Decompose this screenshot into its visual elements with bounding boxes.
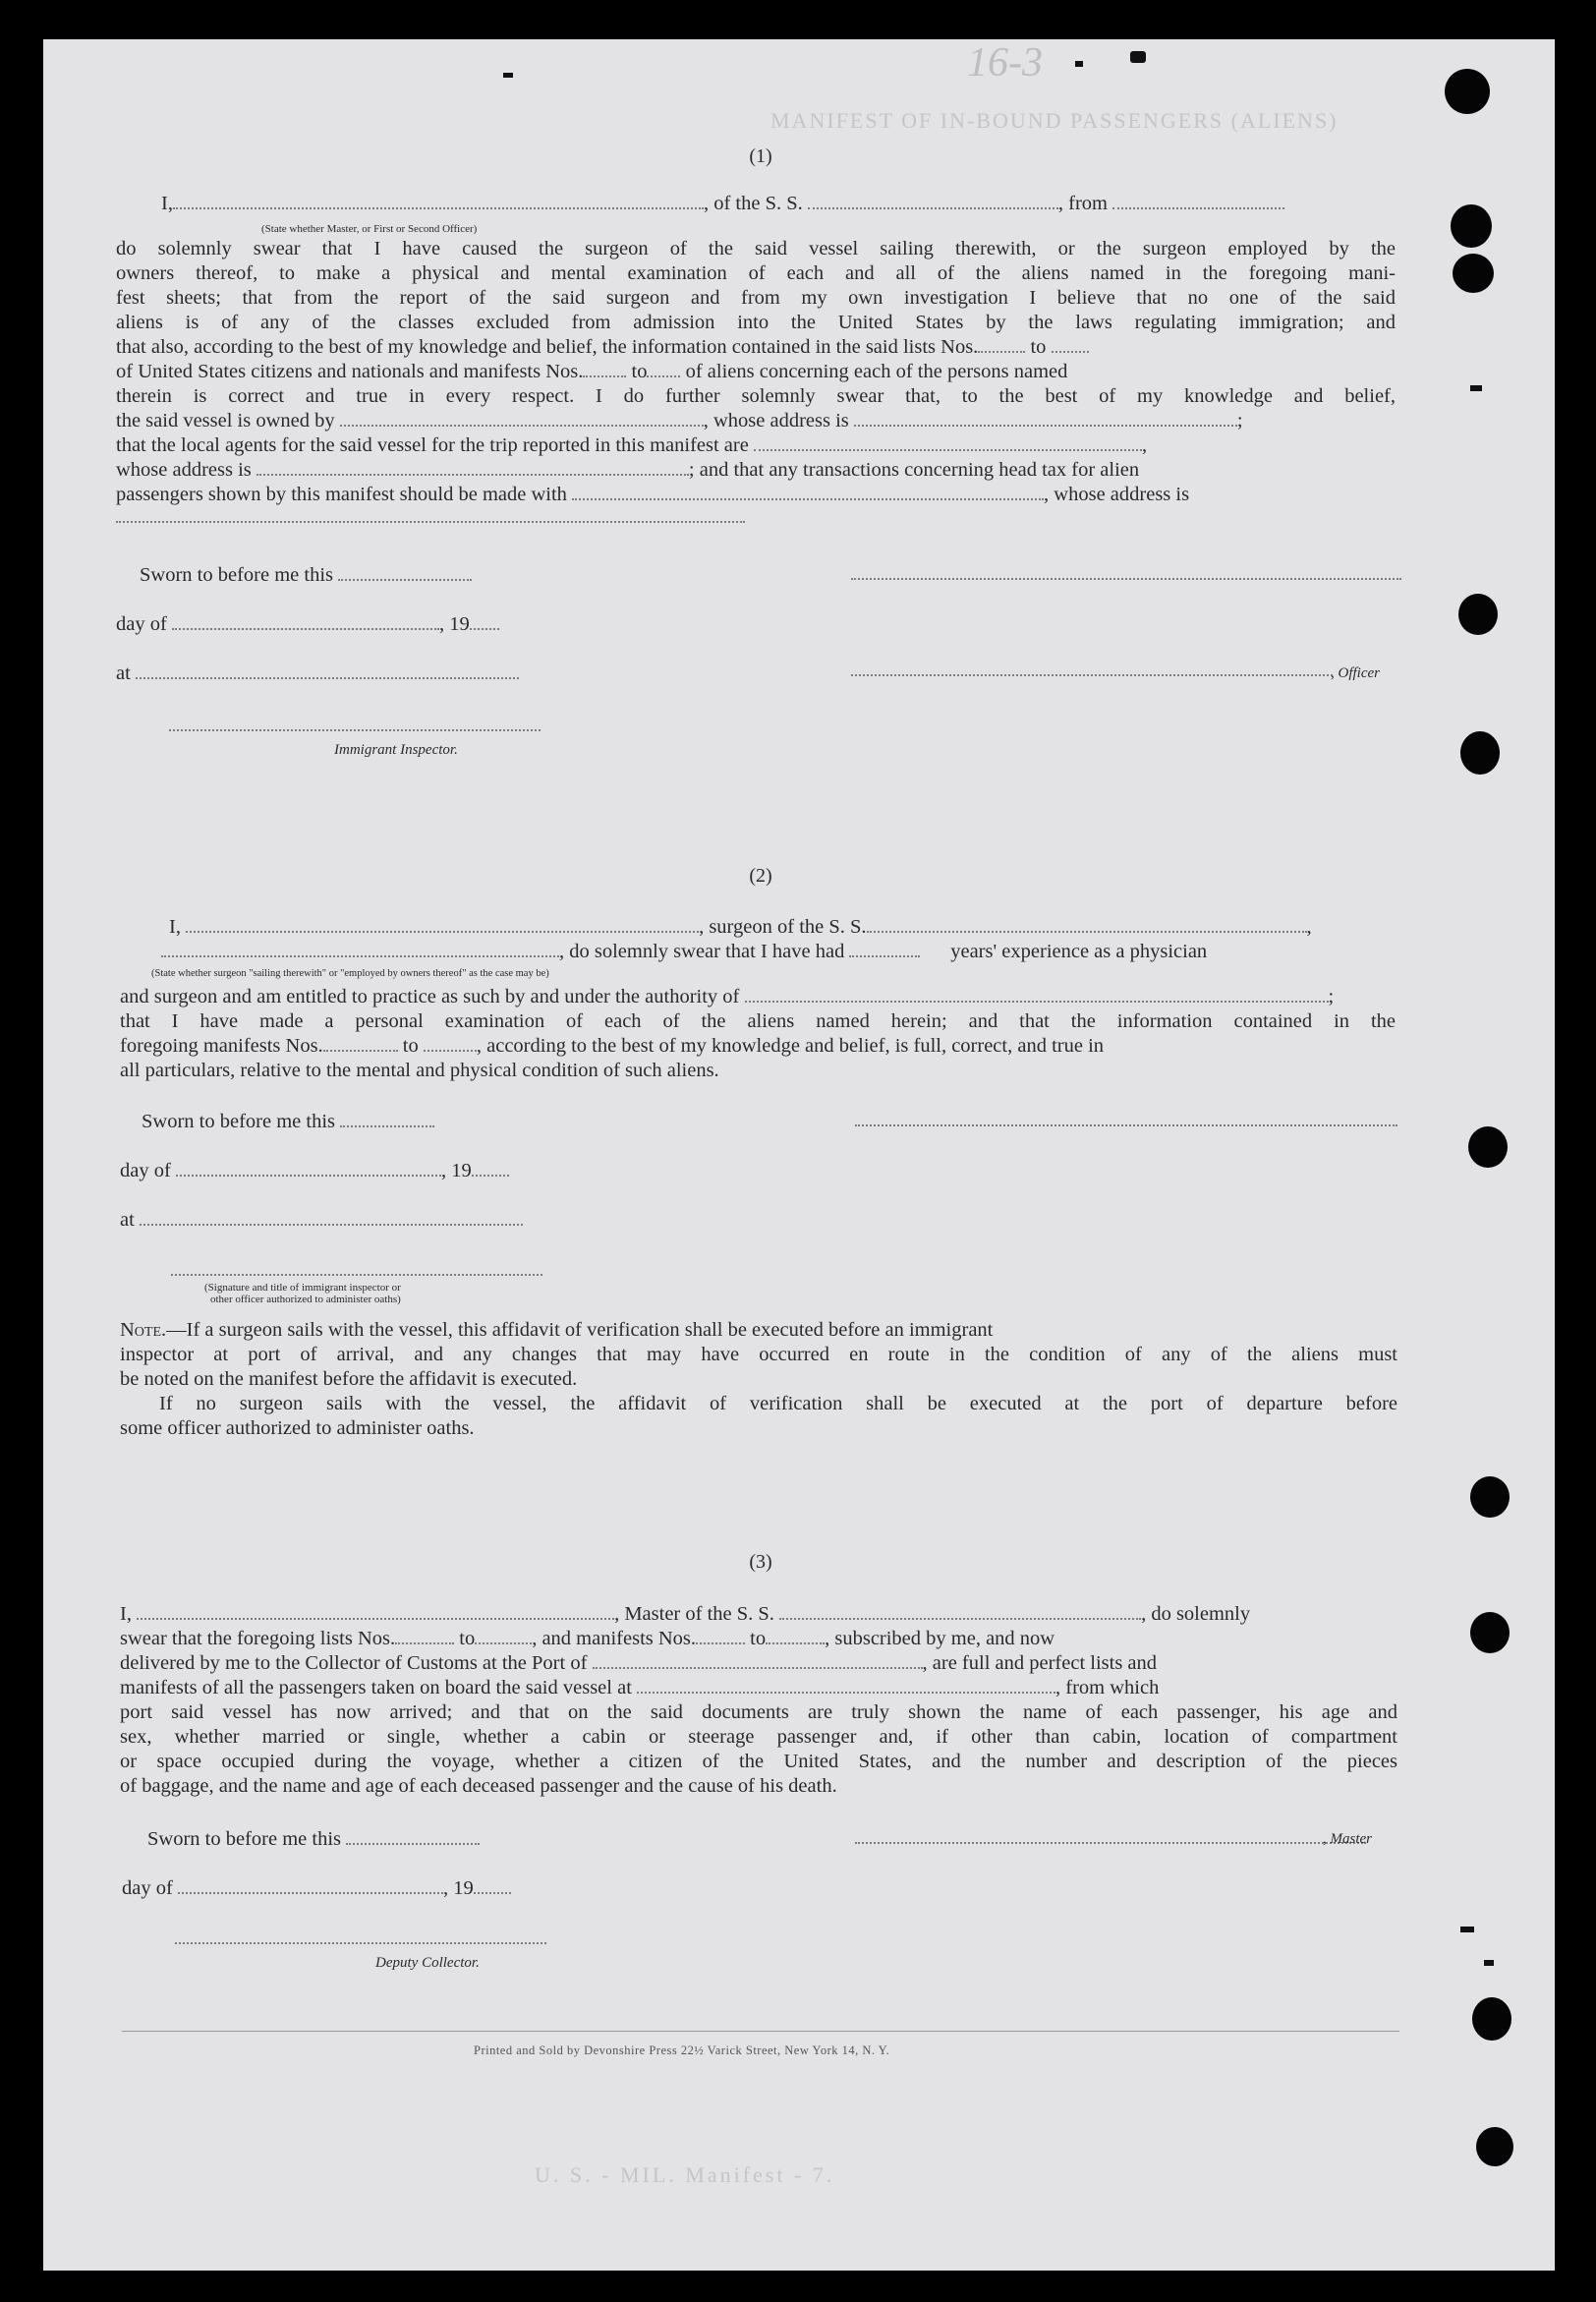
s1-inspector-signature-line <box>169 729 541 731</box>
s1-line-10: that the local agents for the said vessel for the trip reported in this manifest are , <box>116 434 1148 456</box>
s1-line-9: the said vessel is owned by , whose address is ; <box>116 410 1243 432</box>
section-2-number: (2) <box>749 865 772 887</box>
s3-line-7: or space occupied during the voyage, whether a citizen of the United States, and the number and description of the pieces <box>120 1751 1397 1772</box>
punch-hole <box>1470 1476 1510 1518</box>
s1-continuation-line <box>116 521 745 523</box>
s2-day-of: day of , 19 <box>120 1158 509 1183</box>
s3-master-label: , Master <box>1323 1831 1372 1847</box>
s2-line-6: all particulars, relative to the mental and physical condition of such aliens. <box>120 1060 719 1081</box>
s1-line-3: owners thereof, to make a physical and mental examination of each and all of the aliens named in the foregoing mani- <box>116 262 1396 284</box>
s3-line-8: of baggage, and the name and age of each deceased passenger and the cause of his death. <box>120 1775 837 1797</box>
speck <box>1460 1927 1474 1932</box>
s1-line-4: fest sheets; that from the report of the said surgeon and from my own investigation I believe that no one of the said <box>116 287 1396 309</box>
s2-sig-note-2: other officer authorized to administer oaths) <box>210 1294 401 1305</box>
speck <box>503 73 513 78</box>
s2-line-1: I, , surgeon of the S. S. , <box>169 916 1312 938</box>
s3-collector-signature-line <box>175 1942 546 1944</box>
s1-officer-signature-line <box>851 578 1401 580</box>
s3-line-5: port said vessel has now arrived; and that on the said documents are truly shown the name of each passenger, his age and <box>120 1701 1397 1723</box>
s3-line-2: swear that the foregoing lists Nos. to , and manifests Nos. to , subscribed by me, and now <box>120 1628 1055 1649</box>
punch-hole <box>1453 254 1494 293</box>
s1-at: at <box>116 661 519 686</box>
s1-line-12: passengers shown by this manifest should be made with , whose address is <box>116 484 1190 505</box>
punch-hole <box>1476 2127 1513 2166</box>
section-1-number: (1) <box>749 145 772 167</box>
speck <box>1470 385 1482 391</box>
punch-hole <box>1460 731 1500 775</box>
punch-hole <box>1458 594 1498 635</box>
s2-at: at <box>120 1207 523 1233</box>
s3-line-1: I, , Master of the S. S. , do solemnly <box>120 1603 1251 1625</box>
printer-imprint: Printed and Sold by Devonshire Press 22½ Varick Street, New York 14, N. Y. <box>474 2043 890 2057</box>
s1-line-8: therein is correct and true in every respect. I do further solemnly swear that, to the best of my knowledge and belief, <box>116 385 1396 407</box>
s2-note-3: be noted on the manifest before the affidavit is executed. <box>120 1368 578 1390</box>
s1-officer-label: , Officer <box>1331 665 1380 681</box>
speck <box>1075 61 1083 67</box>
s1-sworn: Sworn to before me this <box>140 562 472 588</box>
s2-note-2: inspector at port of arrival, and any changes that may have occurred en route in the condition of any of the aliens must <box>120 1344 1397 1365</box>
s1-line-2: do solemnly swear that I have caused the surgeon of the said vessel sailing therewith, or the surgeon employed by the <box>116 238 1396 259</box>
punch-hole <box>1468 1126 1508 1168</box>
punch-hole <box>1470 1612 1510 1653</box>
s2-signature-line <box>855 1124 1397 1126</box>
s2-inspector-signature-line <box>171 1274 542 1276</box>
s3-line-4: manifests of all the passengers taken on board the said vessel at , from which <box>120 1677 1160 1698</box>
s1-line-11: whose address is ; and that any transactions concerning head tax for alien <box>116 459 1140 481</box>
s1-line-5: aliens is of any of the classes excluded from admission into the United States by the laws regulating immigration; and <box>116 312 1396 333</box>
s1-inspector-label: Immigrant Inspector. <box>334 742 458 758</box>
s1-day-of: day of , 19 <box>116 611 499 637</box>
s2-line-2: , do solemnly swear that I have had years' experience as a physician <box>161 939 1207 964</box>
punch-hole <box>1451 204 1492 248</box>
s1-line-1: I, , of the S. S. , from <box>161 191 1284 216</box>
s3-sworn: Sworn to before me this <box>147 1826 480 1852</box>
s3-collector-label: Deputy Collector. <box>375 1955 480 1971</box>
s1-officer-note: (State whether Master, or First or Second Officer) <box>261 223 478 235</box>
footer-rule <box>122 2031 1399 2032</box>
s2-note-1: Note.—If a surgeon sails with the vessel, this affidavit of verification shall be executed before an immigrant <box>120 1319 994 1341</box>
s1-officer-line <box>851 674 1333 676</box>
punch-hole <box>1445 69 1490 114</box>
speck <box>1130 51 1146 63</box>
section-3-number: (3) <box>749 1551 772 1573</box>
speck <box>1484 1960 1494 1966</box>
s1-line-7: of United States citizens and nationals and manifests Nos. to of aliens concerning each of the persons named <box>116 361 1068 382</box>
s2-surgeon-note: (State whether surgeon "sailing therewith" or "employed by owners thereof" as the case may be) <box>151 968 549 979</box>
s2-line-5: foregoing manifests Nos. to , according to the best of my knowledge and belief, is full, correct, and true in <box>120 1035 1105 1057</box>
s3-line-3: delivered by me to the Collector of Customs at the Port of , are full and perfect lists and <box>120 1652 1158 1674</box>
bleed-through-title: MANIFEST OF IN-BOUND PASSENGERS (ALIENS) <box>770 108 1339 133</box>
handwritten-page-number: 16-3 <box>967 40 1043 86</box>
s2-sworn: Sworn to before me this <box>142 1109 434 1134</box>
s2-note-4: If no surgeon sails with the vessel, the affidavit of verification shall be executed at the port of departure before <box>159 1393 1397 1414</box>
s3-line-6: sex, whether married or single, whether a cabin or steerage passenger and, if other than cabin, location of compartment <box>120 1726 1397 1748</box>
s2-sig-note-1: (Signature and title of immigrant inspector or <box>204 1282 401 1294</box>
s3-day-of: day of , 19 <box>122 1875 511 1901</box>
s2-line-3: and surgeon and am entitled to practice as such by and under the authority of ; <box>120 986 1335 1007</box>
document-page <box>43 39 1555 2271</box>
bleed-through-bottom: U. S. - MIL. Manifest - 7. <box>535 2162 835 2187</box>
punch-hole <box>1472 1997 1511 2041</box>
s2-line-4: that I have made a personal examination of each of the aliens named herein; and that the information contained in the <box>120 1010 1396 1032</box>
s1-line-6: that also, according to the best of my knowledge and belief, the information contained in the said lists Nos. to <box>116 334 1396 360</box>
s3-master-signature-line <box>855 1842 1366 1844</box>
s2-note-5: some officer authorized to administer oaths. <box>120 1417 475 1439</box>
note-label: Note. <box>120 1319 167 1341</box>
